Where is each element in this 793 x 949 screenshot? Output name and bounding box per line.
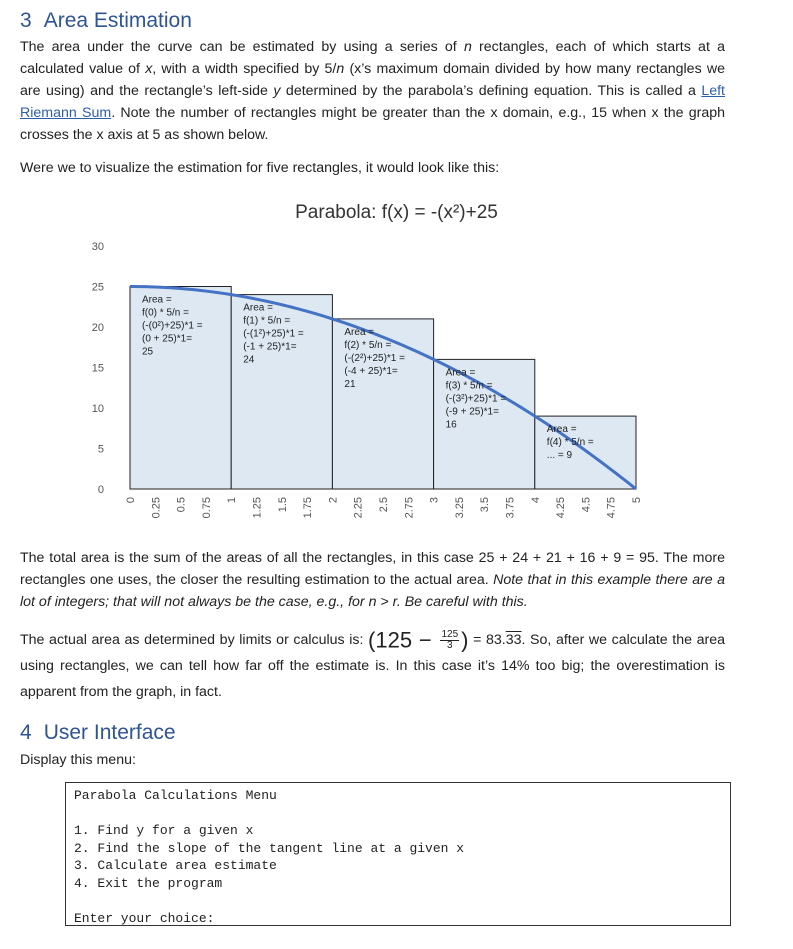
fraction: $\frac{125}{3}$ — [441, 628, 459, 651]
x-tick-label: 4.5 — [580, 497, 593, 513]
x-tick-label: 3.25 — [453, 497, 466, 519]
y-tick-label: 15 — [91, 362, 104, 375]
x-tick-label: 3.75 — [504, 497, 517, 519]
y-tick-label: 25 — [91, 281, 104, 294]
rectangle-area-label: (-(1²)+25)*1 = — [243, 328, 304, 340]
x-tick-label: 1.25 — [251, 497, 264, 519]
menu-line: 2. Find the slope of the tangent line at a given x — [74, 840, 465, 856]
menu-code-box — [65, 782, 731, 926]
rectangle-area-label: (-9 + 25)*1= — [445, 406, 499, 418]
x-tick-label: 4.75 — [605, 497, 618, 519]
y-tick-label: 20 — [91, 322, 104, 334]
rectangle-area-label: Area = — [445, 367, 476, 379]
menu-line: 4. Exit the program — [74, 875, 223, 891]
x-tick-label: 1 — [226, 497, 239, 504]
rectangle-area-label: f(4) * 5/n = — [546, 437, 594, 449]
rectangle-area-label: (-1 + 25)*1= — [243, 341, 297, 353]
left-riemann-sum-link[interactable]: Left Riemann Sum — [20, 83, 725, 121]
x-tick-label: 1.5 — [276, 497, 289, 513]
menu-intro: Display this menu: — [20, 752, 136, 768]
rectangle-area-label: f(2) * 5/n = — [344, 339, 392, 351]
rectangle-area-label: (-(3²)+25)*1 = — [445, 393, 507, 405]
x-tick-label: 0.75 — [200, 497, 213, 519]
x-tick-label: 0 — [125, 497, 137, 504]
menu-line: 3. Calculate area estimate — [74, 858, 277, 873]
visualize-paragraph: Were we to visualize the estimation for five rectangles, it would look like this: — [20, 160, 500, 176]
section-number: 3 — [20, 9, 32, 32]
section-number: 4 — [20, 721, 32, 744]
x-tick-label: 3 — [428, 497, 441, 504]
x-tick-label: 0.25 — [150, 497, 163, 519]
section-title: Area Estimation — [43, 9, 192, 32]
y-tick-label: 5 — [97, 443, 104, 456]
y-tick-label: 30 — [91, 241, 104, 253]
chart-title: Parabola: f(x) = -(x²)+25 — [295, 202, 498, 223]
menu-line — [74, 805, 722, 823]
x-tick-label: 4.25 — [555, 497, 568, 519]
rectangle-area-label: Area = — [142, 294, 172, 306]
rectangle-area-label: (0 + 25)*1= — [142, 333, 193, 345]
menu-line: Parabola Calculations Menu — [74, 788, 277, 803]
x-tick-label: 5 — [631, 497, 643, 504]
rectangle-area-label: f(3) * 5/n = — [445, 380, 493, 392]
menu-line: 1. Find y for a given x — [74, 823, 254, 838]
rectangle-area-label: ... = 9 — [546, 450, 573, 462]
rectangle-area-label: Area = — [546, 424, 577, 436]
x-tick-label: 2.25 — [352, 497, 365, 519]
x-tick-label: 0.5 — [175, 497, 188, 513]
x-tick-label: 2.75 — [403, 497, 416, 519]
x-tick-label: 3.5 — [479, 497, 492, 513]
rectangle-area-label: (-4 + 25)*1= — [344, 365, 398, 377]
rectangle-area-label: 16 — [445, 419, 457, 431]
rectangle-area-label: (-(0²)+25)*1 = — [142, 320, 203, 332]
rectangle-area-label: f(1) * 5/n = — [243, 315, 291, 327]
rectangle-area-label: 24 — [243, 354, 255, 366]
section-4-heading — [20, 721, 176, 745]
rectangle-area-label: 21 — [344, 378, 356, 390]
rectangle-area-label: (-(2²)+25)*1 = — [344, 352, 405, 364]
x-tick-label: 1.75 — [302, 497, 315, 519]
total-area-paragraph: The total area is the sum of the areas of all the rectangles, in this case 25 + 24 + 21 + 16 + 9 = 95. The more rectangles one uses, the closer the resulting estimation to the actual area. Note that in this example there are a lot of integers; that will not always be the case, e.g., for n > r. Be careful with this. — [20, 550, 725, 610]
intro-paragraph: The area under the curve can be estimated by using a series of n rectangles, each of which starts at a calculated value of x, with a width specified by 5/n (x’s maximum domain divided by how many rectangles we are using) and the rectangle’s left-side y determined by the parabola’s defining equation. This is called a Left Riemann Sum. Note the number of rectangles might be greater than the x domain, e.g., 15 when x the graph crosses the x axis at 5 as shown below. — [20, 39, 725, 143]
x-tick-label: 2 — [327, 497, 340, 504]
actual-area-paragraph: The actual area as determined by limits or calculus is: (125 − $\frac{125}{3}$ ) = 83.33. So, after we calculate the area using rectangles, we can tell how far off the estimate is. In this case it’s 14% too big; the overestimation is apparent from the graph, in fact. — [20, 627, 725, 701]
section-title: User Interface — [43, 721, 176, 744]
rectangle-area-label: 25 — [142, 346, 154, 358]
menu-line — [74, 892, 722, 910]
y-tick-label: 0 — [97, 484, 104, 496]
rectangle-area-label: Area = — [344, 326, 375, 338]
y-tick-label: 10 — [91, 403, 104, 415]
menu-line: Enter your choice: — [74, 910, 215, 926]
rectangle-area-label: Area = — [243, 302, 273, 314]
x-tick-label: 2.5 — [378, 497, 390, 513]
x-tick-label: 4 — [529, 497, 542, 504]
rectangle-area-label: f(0) * 5/n = — [142, 307, 189, 319]
